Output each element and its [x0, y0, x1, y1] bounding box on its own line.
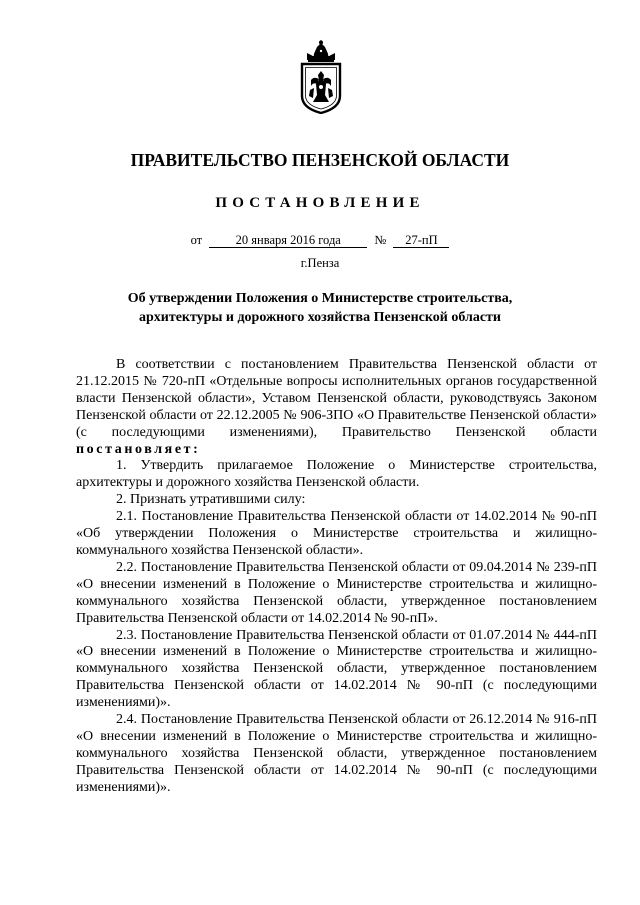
item-2: 2. Признать утратившими силу: [116, 492, 306, 508]
number-prefix: № [374, 233, 387, 247]
date-number-line [0, 233, 640, 248]
coat-of-arms-icon [298, 40, 344, 114]
item-2-4: 2.4. Постановление Правительства Пензенской области от 26.12.2014 № 916-пП «О внесении изменений в Положение о Министерстве строительства и жилищно-коммунального хозяйства Пензенской области, утвержденное постановлением Правительства Пензенской области от 14.02.2014 № 90-пП (с последующими изменениями)». [76, 712, 597, 795]
subject-line-2: архитектуры и дорожного хозяйства Пензенской области [138, 310, 502, 325]
item-2-1: 2.1. Постановление Правительства Пензенской области от 14.02.2014 № 90-пП «Об утверждении Положения о Министерстве строительства и жилищно-коммунального хозяйства Пензенской области». [76, 509, 597, 558]
item-1: 1. Утвердить прилагаемое Положение о Министерстве строительства, архитектуры и дорожного хозяйства Пензенской области. [76, 458, 597, 491]
resolves-word: постановляет: [76, 441, 201, 457]
item-2-2: 2.2. Постановление Правительства Пензенской области от 09.04.2014 № 239-пП «О внесении изменений в Положение о Министерстве строительства и жилищно-коммунального хозяйства Пензенской области, утвержденное постановлением Правительства Пензенской области от 14.02.2014 № 90-пП». [76, 559, 597, 626]
preamble-text: В соответствии с постановлением Правительства Пензенской области от 21.12.2015 № 720-пП «Отдельные вопросы исполнительных органов государственной власти Пензенской области», Уставом Пензенской области, руководствуясь Законом Пензенской области от 22.12.2005 № 906-ЗПО «О Правительстве Пензенской области» (с последующими изменениями), Правительство Пензенской области [76, 357, 597, 440]
document-number: 27-пП [393, 234, 449, 248]
item-2-3: 2.3. Постановление Правительства Пензенской области от 01.07.2014 № 444-пП «О внесении изменений в Положение о Министерстве строительства и жилищно-коммунального хозяйства Пензенской области, утвержденное постановлением Правительства Пензенской области от 14.02.2014 № 90-пП (с последующими изменениями)». [76, 627, 597, 711]
document-subject [0, 289, 640, 327]
organization-title: ПРАВИТЕЛЬСТВО ПЕНЗЕНСКОЙ ОБЛАСТИ [130, 150, 510, 170]
subject-line-1: Об утверждении Положения о Министерстве строительства, [127, 291, 513, 306]
document-body [76, 357, 597, 797]
preamble-paragraph [76, 357, 597, 458]
document-date: 20 января 2016 года [209, 234, 367, 248]
document-type: ПОСТАНОВЛЕНИЕ [215, 195, 425, 211]
city: г.Пенза [300, 256, 340, 270]
date-prefix: от [190, 233, 203, 247]
